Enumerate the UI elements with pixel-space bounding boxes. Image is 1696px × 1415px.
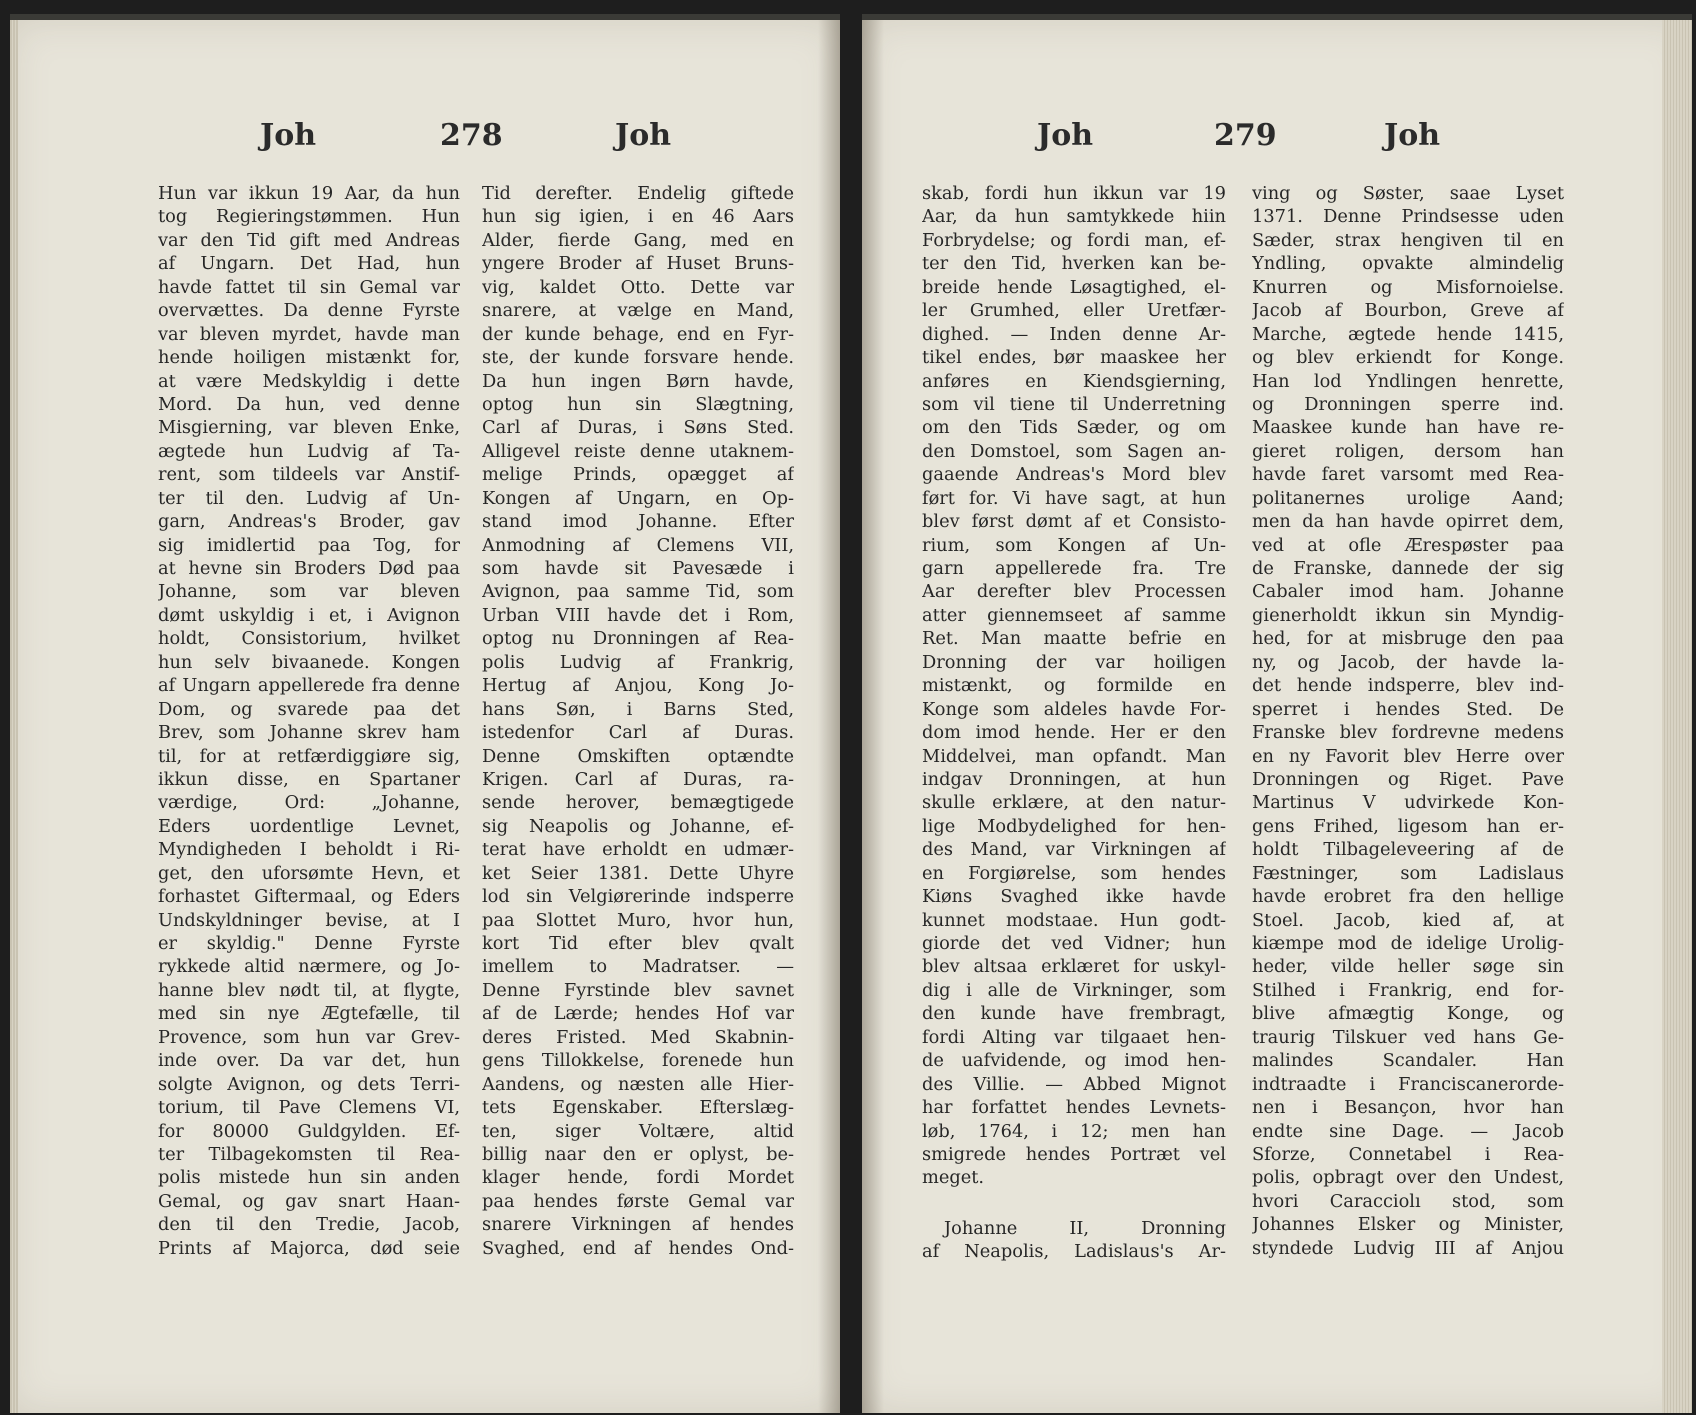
text-line: gieret roligen, dersom han bbox=[1252, 440, 1564, 462]
text-line: Hun var ikkun 19 Aar, da hun bbox=[158, 183, 460, 204]
text-column-2 bbox=[1252, 182, 1564, 1260]
text-line: Yndling, opvakte almindelig bbox=[1252, 253, 1564, 275]
text-column-1 bbox=[922, 182, 1226, 1190]
text-line: dømt uskyldig i et, i Avignon bbox=[158, 604, 460, 626]
text-line: billig naar den er oplyst, be- bbox=[482, 1143, 794, 1165]
running-header bbox=[10, 118, 840, 178]
text-line: styndede Ludvig III af Anjou bbox=[1252, 1237, 1564, 1259]
text-line: Johanne II, Dronning bbox=[944, 1218, 1226, 1239]
text-line: ket Seier 1381. Dette Uhyre bbox=[482, 862, 794, 884]
text-line: havde faret varsomt med Rea- bbox=[1252, 464, 1564, 486]
text-line: skab, fordi hun ikkun var 19 bbox=[922, 183, 1226, 204]
text-line: tets Egenskaber. Efterslæg- bbox=[482, 1097, 794, 1119]
text-line: dighed. — Inden denne Ar- bbox=[922, 323, 1226, 345]
text-line: Avignon, paa samme Tid, som bbox=[482, 581, 794, 603]
text-line: for 80000 Guldgylden. Ef- bbox=[158, 1120, 460, 1142]
text-line: vig, kaldet Otto. Dette var bbox=[482, 276, 794, 298]
text-line: Brev, som Johanne skrev ham bbox=[158, 722, 460, 744]
text-line: holdt Tilbageleveering af de bbox=[1252, 839, 1564, 861]
text-line: optog nu Dronningen af Rea- bbox=[482, 628, 794, 650]
text-line: ikkun disse, en Spartaner bbox=[158, 768, 460, 790]
text-line: Konge som aldeles havde For- bbox=[922, 698, 1226, 720]
text-line: skulle erklære, at den natur- bbox=[922, 792, 1226, 814]
text-line: Denne Fyrstinde blev savnet bbox=[482, 979, 794, 1001]
text-line: politanernes urolige Aand; bbox=[1252, 487, 1564, 509]
text-line: imellem to Madratser. — bbox=[482, 956, 794, 978]
text-line: Cabaler imod ham. Johanne bbox=[1252, 581, 1564, 603]
text-line: kunnet modstaae. Hun godt- bbox=[922, 909, 1226, 931]
text-line: blev altsaa erklæret for uskyl- bbox=[922, 956, 1226, 978]
text-line: det hende indsperre, blev ind- bbox=[1252, 675, 1564, 697]
text-line: breide hende Løsagtighed, el- bbox=[922, 276, 1226, 298]
text-column-2 bbox=[482, 182, 794, 1260]
text-line: 1371. Denne Prindsesse uden bbox=[1252, 206, 1564, 228]
text-line: snarere Virkningen af hendes bbox=[482, 1214, 794, 1236]
text-line: sig Neapolis og Johanne, ef- bbox=[482, 815, 794, 837]
text-line: Kongen af Ungarn, en Op- bbox=[482, 487, 794, 509]
text-line: Fæstninger, som Ladislaus bbox=[1252, 862, 1564, 884]
text-line: ste, der kunde forsvare hende. bbox=[482, 347, 794, 369]
left-page bbox=[10, 14, 840, 1413]
text-line: tog Regieringstømmen. Hun bbox=[158, 206, 460, 228]
text-line: hun selv bivaanede. Kongen bbox=[158, 651, 460, 673]
text-line: holdt, Consistorium, hvilket bbox=[158, 628, 460, 650]
text-line: Jacob af Bourbon, Greve af bbox=[1252, 300, 1564, 322]
text-line: kort Tid efter blev qvalt bbox=[482, 933, 794, 954]
text-line: Stilhed i Frankrig, end for- bbox=[1252, 979, 1564, 1001]
text-line: Misgierning, var bleven Enke, bbox=[158, 417, 460, 439]
text-line: den til den Tredie, Jacob, bbox=[158, 1214, 460, 1236]
text-line: terat have erholdt en udmær- bbox=[482, 839, 794, 861]
text-line: ved at ofle Ærespøster paa bbox=[1252, 534, 1564, 556]
text-line: hvori Caracciolı stod, som bbox=[1252, 1190, 1564, 1212]
text-line: Svaghed, end af hendes Ond- bbox=[482, 1237, 794, 1259]
running-header bbox=[862, 118, 1692, 178]
text-line: traurig Tilskuer ved hans Ge- bbox=[1252, 1026, 1564, 1048]
text-line: overvættes. Da denne Fyrste bbox=[158, 300, 460, 322]
text-line: ving og Søster, saae Lyset bbox=[1252, 183, 1564, 204]
header-left-word: Joh bbox=[260, 118, 317, 153]
text-line: lod sin Velgiørerinde indsperre bbox=[482, 886, 794, 908]
text-line: hanne blev nødt til, at flygte, bbox=[158, 979, 460, 1001]
page-number: 279 bbox=[1214, 118, 1277, 153]
text-line: blev først dømt af et Consisto- bbox=[922, 511, 1226, 533]
page-edge bbox=[10, 20, 18, 1413]
text-line: Forbrydelse; og fordi man, ef- bbox=[922, 229, 1226, 251]
text-line: malindes Scandaler. Han bbox=[1252, 1050, 1564, 1072]
text-line: værdige, Ord: „Johanne, bbox=[158, 792, 460, 814]
text-line: Anmodning af Clemens VII, bbox=[482, 534, 794, 556]
text-line: optog hun sin Slægtning, bbox=[482, 393, 794, 415]
text-line: løb, 1764, i 12; men han bbox=[922, 1120, 1226, 1142]
text-line: dig i alle de Virkninger, som bbox=[922, 979, 1226, 1001]
text-line: Sæder, strax hengiven til en bbox=[1252, 229, 1564, 251]
text-line: og blev erkiendt for Konge. bbox=[1252, 347, 1564, 369]
text-line: hed, for at misbruge den paa bbox=[1252, 628, 1564, 650]
text-line: de Franske, dannede der sig bbox=[1252, 558, 1564, 579]
text-line: dom imod hende. Her er den bbox=[922, 722, 1226, 744]
text-line: af de Lærde; hendes Hof var bbox=[482, 1003, 794, 1025]
text-line: ægtede hun Ludvig af Ta- bbox=[158, 440, 460, 462]
text-line: endte sine Dage. — Jacob bbox=[1252, 1120, 1564, 1142]
text-line: klager hende, fordi Mordet bbox=[482, 1167, 794, 1189]
text-line: Prints af Majorca, død seie bbox=[158, 1237, 460, 1259]
text-line: og Dronningen sperre ind. bbox=[1252, 393, 1564, 415]
text-line: forhastet Giftermaal, og Eders bbox=[158, 886, 460, 908]
text-line: melige Prinds, opægget af bbox=[482, 464, 794, 486]
text-line: tikel endes, bør maaskee her bbox=[922, 347, 1226, 369]
text-line: Aar derefter blev Processen bbox=[922, 581, 1226, 603]
text-line: Johannes Elsker og Minister, bbox=[1252, 1214, 1564, 1236]
text-line: Dom, og svarede paa det bbox=[158, 698, 460, 720]
text-line: Hertug af Anjou, Kong Jo- bbox=[482, 675, 794, 697]
text-line: hende hoiligen mistænkt for, bbox=[158, 347, 460, 369]
text-line: des Villie. — Abbed Mignot bbox=[922, 1073, 1226, 1095]
text-line: ler Grumhed, eller Uretfær- bbox=[922, 300, 1226, 322]
text-line: inde over. Da var det, hun bbox=[158, 1050, 460, 1072]
text-line: smigrede hendes Portræt vel bbox=[922, 1143, 1226, 1165]
text-line: solgte Avignon, og dets Terri- bbox=[158, 1073, 460, 1095]
text-line: meget. bbox=[922, 1167, 985, 1189]
text-line: Gemal, og gav snart Haan- bbox=[158, 1190, 460, 1212]
text-line: om den Tids Sæder, og om bbox=[922, 417, 1226, 439]
text-line: Denne Omskiften optændte bbox=[482, 745, 794, 767]
text-line: med sin nye Ægtefælle, til bbox=[158, 1003, 460, 1025]
text-column-1 bbox=[158, 182, 460, 1260]
text-line: get, den uforsømte Hevn, et bbox=[158, 862, 460, 884]
text-line: var den Tid gift med Andreas bbox=[158, 229, 460, 251]
text-line: des Mand, var Virkningen af bbox=[922, 839, 1226, 861]
text-line: polis mistede hun sin anden bbox=[158, 1167, 460, 1189]
text-line: polis Ludvig af Frankrig, bbox=[482, 651, 794, 673]
text-line: indtraadte i Franciscanerorde- bbox=[1252, 1073, 1564, 1095]
text-line: er skyldig." Denne Fyrste bbox=[158, 933, 460, 954]
text-line: fordi Alting var tilgaaet hen- bbox=[922, 1026, 1226, 1048]
text-line: sende herover, bemægtigede bbox=[482, 792, 794, 814]
text-line: giorde det ved Vidner; hun bbox=[922, 933, 1226, 954]
text-line: Tid derefter. Endelig giftede bbox=[482, 183, 794, 204]
text-line: garn appellerede fra. Tre bbox=[922, 558, 1226, 579]
text-line: Alder, fierde Gang, med en bbox=[482, 229, 794, 251]
text-line: ter til den. Ludvig af Un- bbox=[158, 487, 460, 509]
text-line: Eders uordentlige Levnet, bbox=[158, 815, 460, 837]
text-line: Sforze, Connetabel i Rea- bbox=[1252, 1143, 1564, 1165]
text-line: Han lod Yndlingen henrette, bbox=[1252, 370, 1564, 392]
text-line: at hevne sin Broders Død paa bbox=[158, 558, 460, 579]
text-line: Aar, da hun samtykkede hiin bbox=[922, 206, 1226, 228]
text-line: deres Fristed. Med Skabnin- bbox=[482, 1026, 794, 1048]
text-line: havde fattet til sin Gemal var bbox=[158, 276, 460, 298]
text-line: atter giennemseet af samme bbox=[922, 604, 1226, 626]
text-line: Dronningen og Riget. Pave bbox=[1252, 768, 1564, 790]
text-line: kiæmpe mod de idelige Urolig- bbox=[1252, 933, 1564, 954]
text-line: men da han havde opirret dem, bbox=[1252, 511, 1564, 533]
text-line: Aandens, og næsten alle Hier- bbox=[482, 1073, 794, 1095]
text-line: ter den Tid, hverken kan be- bbox=[922, 253, 1226, 275]
text-line: af Ungarn appellerede fra denne bbox=[158, 675, 460, 697]
text-line: rium, som Kongen af Un- bbox=[922, 534, 1226, 556]
text-line: sig imidlertid paa Tog, for bbox=[158, 534, 460, 556]
text-line: Mord. Da hun, ved denne bbox=[158, 393, 460, 415]
text-line: den Domstoel, som Sagen an- bbox=[922, 440, 1226, 462]
text-line: Urban VIII havde det i Rom, bbox=[482, 604, 794, 626]
text-line: paa hendes første Gemal var bbox=[482, 1190, 794, 1212]
text-line: at være Medskyldig i dette bbox=[158, 370, 460, 392]
text-line: Undskyldninger bevise, at I bbox=[158, 909, 460, 931]
text-line: ten, siger Voltære, altid bbox=[482, 1120, 794, 1142]
text-line: Knurren og Misfornoielse. bbox=[1252, 276, 1564, 298]
text-line: Johanne, som var bleven bbox=[158, 581, 460, 603]
text-line: nen i Besançon, hvor han bbox=[1252, 1097, 1564, 1119]
text-line: ført for. Vi have sagt, at hun bbox=[922, 487, 1226, 509]
text-line: polis, opbragt over den Undest, bbox=[1252, 1167, 1564, 1189]
text-line: Dronning der var hoiligen bbox=[922, 651, 1226, 673]
text-line: en Forgiørelse, som hendes bbox=[922, 862, 1226, 884]
text-line: af Ungarn. Det Had, hun bbox=[158, 253, 460, 275]
text-line: gens Tillokkelse, forenede hun bbox=[482, 1050, 794, 1072]
text-line: istedenfor Carl af Duras. bbox=[482, 722, 794, 744]
text-line: hans Søn, i Barns Sted, bbox=[482, 698, 794, 720]
text-line: Ret. Man maatte befrie en bbox=[922, 628, 1226, 650]
text-line: var bleven myrdet, havde man bbox=[158, 323, 460, 345]
page-edge bbox=[1662, 20, 1692, 1413]
text-line: Maaskee kunde han have re- bbox=[1252, 417, 1564, 439]
page-number: 278 bbox=[440, 118, 503, 153]
text-line: der kunde behage, end en Fyr- bbox=[482, 323, 794, 345]
header-right-word: Joh bbox=[1384, 118, 1441, 153]
text-line: paa Slottet Muro, hvor hun, bbox=[482, 909, 794, 931]
text-line: Provence, som hun var Grev- bbox=[158, 1026, 460, 1048]
text-line: en ny Favorit blev Herre over bbox=[1252, 745, 1564, 767]
text-line: havde erobret fra den hellige bbox=[1252, 886, 1564, 908]
gutter-shadow bbox=[862, 20, 884, 1413]
text-line: heder, vilde heller søge sin bbox=[1252, 956, 1564, 978]
text-line: Carl af Duras, i Søns Sted. bbox=[482, 417, 794, 439]
text-line: rent, som tildeels var Anstif- bbox=[158, 464, 460, 486]
text-line: anføres en Kiendsgierning, bbox=[922, 370, 1226, 392]
text-line: mistænkt, og formilde en bbox=[922, 675, 1226, 697]
text-line: gaaende Andreas's Mord blev bbox=[922, 464, 1226, 486]
text-line: indgav Dronningen, at hun bbox=[922, 768, 1226, 790]
text-line: af Neapolis, Ladislaus's Ar- bbox=[922, 1241, 1226, 1263]
header-left-word: Joh bbox=[1037, 118, 1094, 153]
text-line: stand imod Johanne. Efter bbox=[482, 511, 794, 533]
text-line: som havde sit Pavesæde i bbox=[482, 558, 794, 579]
text-line: Marche, ægtede hende 1415, bbox=[1252, 323, 1564, 345]
entry-heading-block bbox=[922, 1217, 1226, 1264]
text-line: sperret i hendes Sted. De bbox=[1252, 698, 1564, 720]
text-line: Kiøns Svaghed ikke havde bbox=[922, 886, 1226, 908]
text-line: yngere Broder af Huset Bruns- bbox=[482, 253, 794, 275]
text-line: rykkede altid nærmere, og Jo- bbox=[158, 956, 460, 978]
text-line: Da hun ingen Børn havde, bbox=[482, 370, 794, 392]
right-page bbox=[862, 14, 1692, 1413]
text-line: Stoel. Jacob, kied af, at bbox=[1252, 909, 1564, 931]
text-line: snarere, at vælge en Mand, bbox=[482, 300, 794, 322]
text-line: hun sig igien, i en 46 Aars bbox=[482, 206, 794, 228]
text-line: de uafvidende, og imod hen- bbox=[922, 1050, 1226, 1072]
text-line: gens Frihed, ligesom han er- bbox=[1252, 815, 1564, 837]
text-line: den kunde have frembragt, bbox=[922, 1003, 1226, 1025]
text-line: torium, til Pave Clemens VI, bbox=[158, 1097, 460, 1119]
header-right-word: Joh bbox=[615, 118, 672, 153]
text-line: lige Modbydelighed for hen- bbox=[922, 815, 1226, 837]
text-line: har forfattet hendes Levnets- bbox=[922, 1097, 1226, 1119]
text-line: ter Tilbagekomsten til Rea- bbox=[158, 1143, 460, 1165]
text-line: gienerholdt ikkun sin Myndig- bbox=[1252, 604, 1564, 626]
text-line: Franske blev fordrevne medens bbox=[1252, 722, 1564, 744]
text-line: som vil tiene til Underretning bbox=[922, 393, 1226, 415]
text-line: garn, Andreas's Broder, gav bbox=[158, 511, 460, 533]
text-line: Myndigheden I beholdt i Ri- bbox=[158, 839, 460, 861]
text-line: Krigen. Carl af Duras, ra- bbox=[482, 768, 794, 790]
text-line: ny, og Jacob, der havde la- bbox=[1252, 651, 1564, 673]
text-line: Middelvei, man opfandt. Man bbox=[922, 745, 1226, 767]
text-line: Martinus V udvirkede Kon- bbox=[1252, 792, 1564, 814]
gutter-shadow bbox=[818, 20, 840, 1413]
text-line: Alligevel reiste denne utaknem- bbox=[482, 440, 794, 462]
text-line: blive afmægtig Konge, og bbox=[1252, 1003, 1564, 1025]
text-line: til, for at retfærdiggiøre sig, bbox=[158, 745, 460, 767]
